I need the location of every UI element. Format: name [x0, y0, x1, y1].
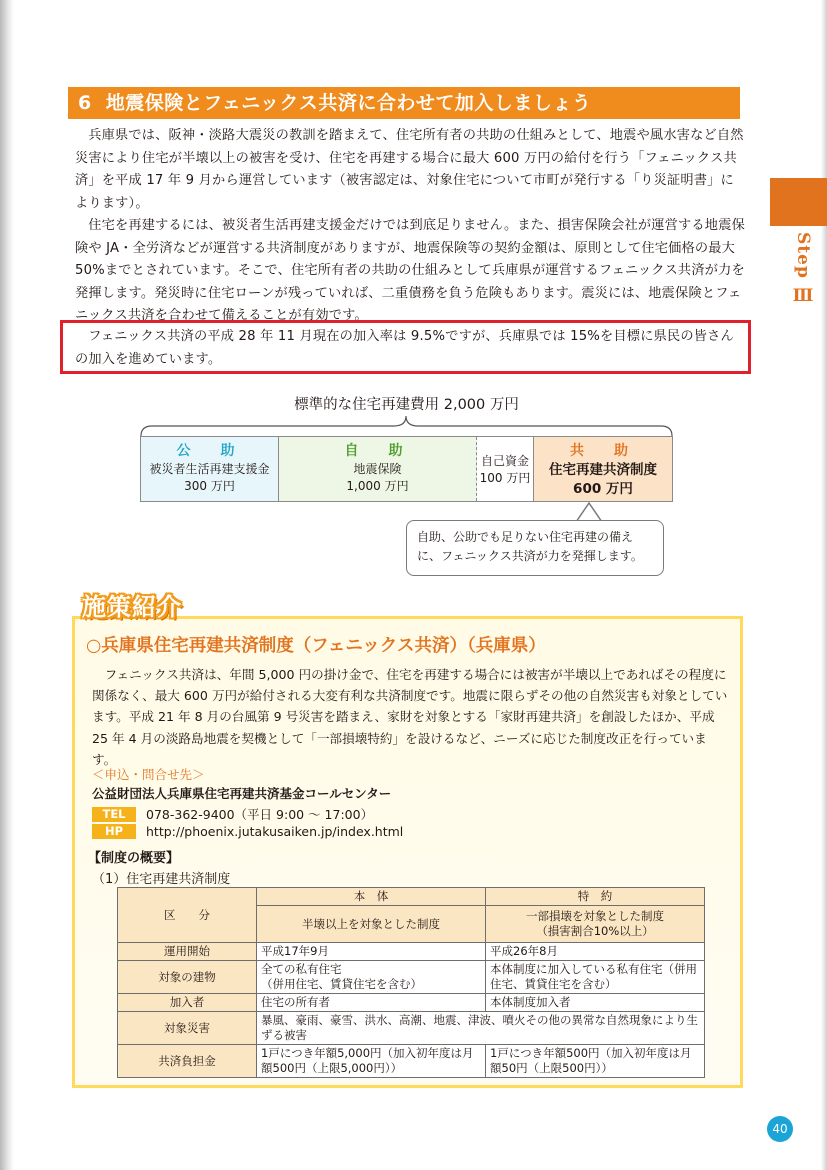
callout-bubble: 自助、公助でも足りない住宅再建の備えに、フェニックス共済が力を発揮します。 [406, 520, 664, 576]
row-cell: 本体制度に加入している私有住宅（併用住宅、賃貸住宅を含む） [486, 961, 705, 994]
table-col1-head: 本 体 [257, 888, 486, 906]
contact-heading: ＜申込・問合せ先＞ [92, 767, 205, 782]
section-number: 6 [78, 92, 92, 114]
row-label: 加入者 [118, 994, 257, 1012]
cost-self-head: 自 助 [344, 443, 411, 459]
page-edge [0, 0, 14, 1170]
cost-public-amount: 300 万円 [184, 479, 235, 493]
cost-own-amount: 100 万円 [479, 471, 531, 485]
row-cell: 1戸につき年額500円（加入初年度は月額50円（上限500円）） [486, 1045, 705, 1078]
red-highlight-box [60, 320, 751, 374]
subsection-heading: （1）住宅再建共済制度 [92, 872, 231, 887]
hp-url[interactable]: http://phoenix.jutakusaiken.jp/index.html [146, 824, 404, 839]
cost-public-label: 被災者生活再建支援金 [149, 462, 270, 476]
scheme-table [117, 887, 705, 1078]
row-cell: 1戸につき年額5,000円（加入初年度は月額500円（上限5,000円）） [257, 1045, 486, 1078]
cost-own-funds [477, 437, 534, 501]
table-corner: 区 分 [118, 888, 257, 943]
side-tab [770, 178, 827, 226]
cost-mutual [534, 437, 672, 501]
table-col2-head: 特 約 [486, 888, 705, 906]
cost-title: 標準的な住宅再建費用 2,000 万円 [294, 397, 519, 413]
cost-public-head: 公 助 [176, 443, 243, 459]
policy-title: ○兵庫県住宅再建共済制度（フェニックス共済）（兵庫県） [86, 636, 546, 656]
tel-row [92, 805, 373, 823]
paragraph-3-highlighted: フェニックス共済の平成 28 年 11 月現在の加入率は 9.5%ですが、兵庫県では 15%を目標に県民の皆さんの加入を進めています。 [75, 329, 734, 367]
cost-mutual-head: 共 助 [570, 443, 636, 459]
row-label: 運用開始 [118, 943, 257, 961]
row-label: 対象の建物 [118, 961, 257, 994]
section-heading [68, 87, 740, 119]
overview-heading: 【制度の概要】 [88, 851, 180, 866]
row-cell: 本体制度加入者 [486, 994, 705, 1012]
tel-number: 078-362-9400（平日 9:00 ～ 17:00） [146, 807, 374, 822]
row-label: 共済負担金 [118, 1045, 257, 1078]
page-edge-right [821, 0, 827, 1170]
cost-self-label: 地震保険 [353, 462, 402, 476]
cost-self [279, 437, 477, 501]
table-row [118, 943, 705, 961]
table-row [118, 1045, 705, 1078]
paragraph-1: 兵庫県では、阪神・淡路大震災の教訓を踏まえて、住宅所有者の共助の仕組みとして、地震や風水害など自然災害により住宅が半壊以上の被害を受け、住宅を再建する場合に最大 600 万円の給付を行う「フェニックス共済」を平成 17 年 9 月から運営しています（被害認定は、対象住宅について市町が発行する「り災証明書」によります）。 [75, 128, 744, 211]
row-label: 対象災害 [118, 1012, 257, 1045]
policy-tag: 施策紹介 [82, 593, 182, 621]
table-col1-sub: 半壊以上を対象とした制度 [257, 906, 486, 943]
callout-tail-icon [574, 502, 604, 522]
tel-tag: TEL [92, 807, 136, 822]
table-header-row [118, 888, 705, 906]
contact-organization: 公益財団法人兵庫県住宅再建共済基金コールセンター [92, 786, 392, 801]
table-col2-sub: 一部損壊を対象とした制度 （損害割合10%以上） [486, 906, 705, 943]
table-row [118, 1012, 705, 1045]
row-cell: 平成26年8月 [486, 943, 705, 961]
cost-mutual-label: 住宅再建共済制度 [549, 462, 657, 478]
table-row [118, 994, 705, 1012]
policy-body: フェニックス共済は、年間 5,000 円の掛け金で、住宅を再建する場合には被害が半壊以上であればその程度に関係なく、最大 600 万円が給付される大変有利な共済制度です。地震に限らずその他の自然災害も対象としています。平成 21 年 8 月の台風第 9 号災害を踏まえ、家財を対象とする「家財再建共済」を創設したほか、平成 25 年 4 月の淡路島地震を契機として「一部損壊特約」を設けるなど、ニーズに応じた制度改正を行っています。 [92, 667, 728, 767]
row-cell: 全ての私有住宅 （併用住宅、賃貸住宅を含む） [257, 961, 486, 994]
row-cell: 住宅の所有者 [257, 994, 486, 1012]
hp-row [92, 824, 403, 839]
cost-own-label: 自己資金 [480, 454, 529, 468]
step-label: Step Ⅲ [793, 232, 813, 307]
brace-icon [140, 414, 673, 438]
hp-tag: HP [92, 824, 136, 839]
cost-mutual-amount: 600 万円 [573, 481, 633, 497]
cost-public [141, 437, 279, 501]
cost-breakdown [140, 436, 673, 502]
row-cell: 平成17年9月 [257, 943, 486, 961]
paragraph-2: 住宅を再建するには、被災者生活再建支援金だけでは到底足りません。また、損害保険会社が運営する地震保険や JA・全労済などが運営する共済制度がありますが、地震保険等の契約金額は、原則として住宅価格の最大 50%までとされています。そこで、住宅所有者の共助の仕組みとして兵庫県が運営するフェニックス共済が力を発揮します。発災時に住宅ローンが残っていれば、二重債務を負う危険もあります。震災には、地震保険とフェニックス共済を合わせて備えることが有効です。 [75, 218, 745, 323]
page-number: 40 [767, 1116, 793, 1142]
row-cell: 暴風、豪雨、豪雪、洪水、高潮、地震、津波、噴火その他の異常な自然現象により生ずる被害 [257, 1012, 705, 1045]
section-title: 地震保険とフェニックス共済に合わせて加入しましょう [105, 92, 592, 114]
cost-self-amount: 1,000 万円 [346, 479, 409, 493]
table-row [118, 961, 705, 994]
